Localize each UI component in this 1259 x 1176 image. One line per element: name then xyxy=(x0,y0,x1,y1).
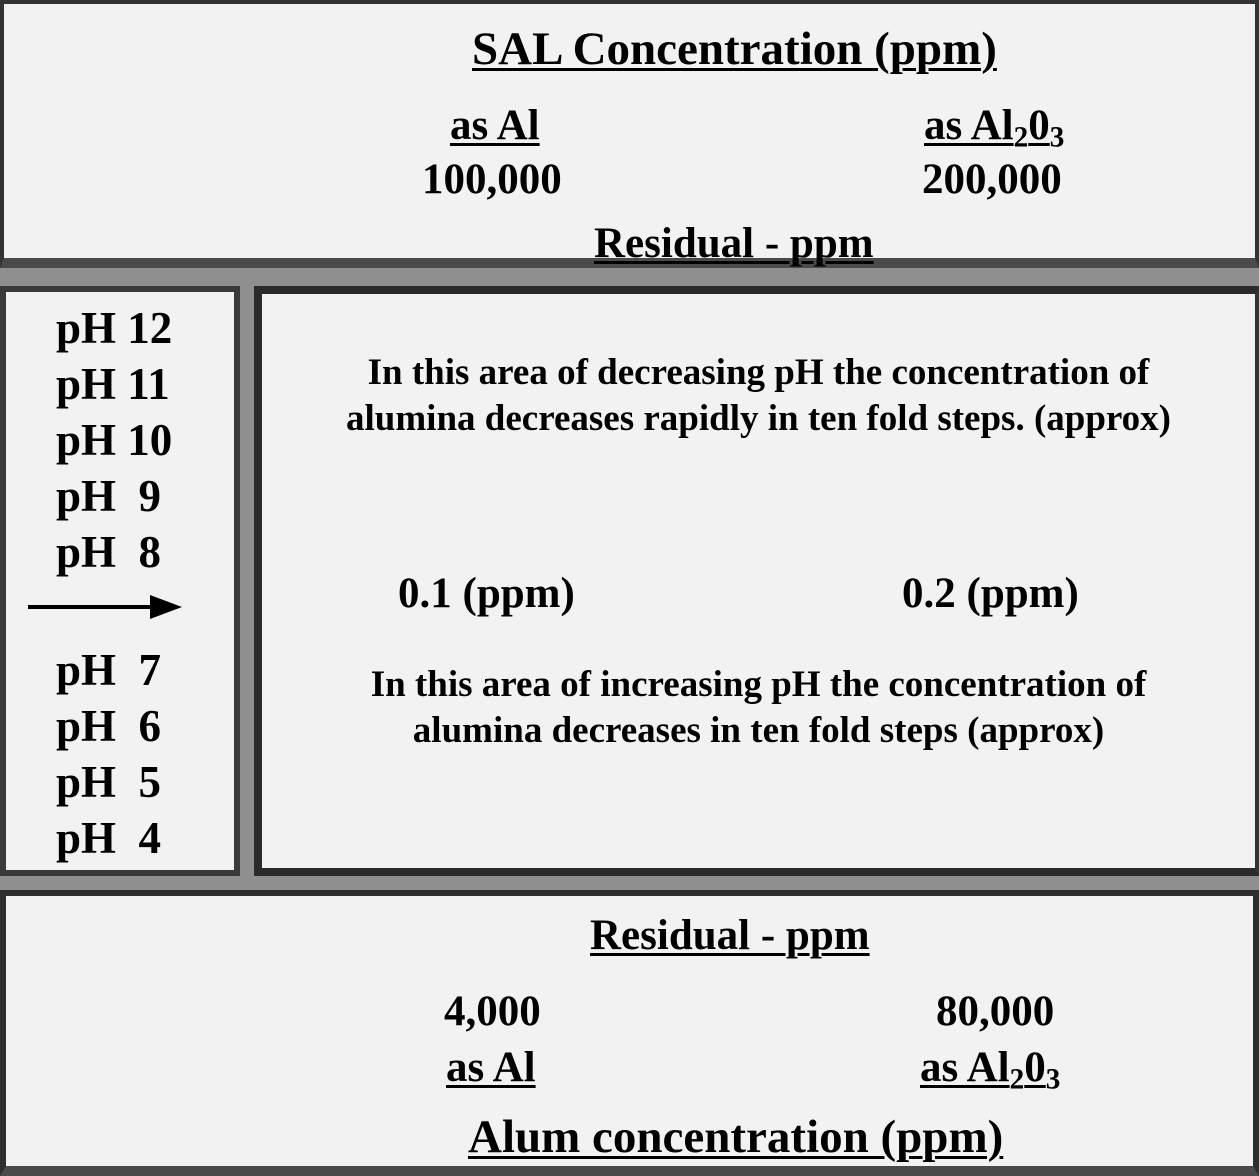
ph-label: pH 11 xyxy=(56,359,170,409)
decreasing-ph-line-1: In this area of decreasing pH the concentration of xyxy=(367,352,1150,393)
increasing-ph-line-1: In this area of increasing pH the concentration of xyxy=(370,664,1147,705)
right-arrow-icon xyxy=(26,594,186,620)
ph-scale-panel xyxy=(0,286,240,876)
sal-concentration-panel xyxy=(0,0,1259,268)
ph-label: pH 5 xyxy=(56,757,162,807)
ph-upper-list xyxy=(56,300,172,580)
decreasing-ph-description xyxy=(262,350,1255,442)
top-residual-label: Residual - ppm xyxy=(594,220,874,267)
ph-label: pH 9 xyxy=(56,471,162,521)
alum-al2o3-value: 80,000 xyxy=(936,988,1055,1035)
ph-lower-list xyxy=(56,642,161,866)
sal-al2o3-value: 200,000 xyxy=(922,156,1062,203)
sal-al-value: 100,000 xyxy=(422,156,562,203)
residual-description-panel xyxy=(254,286,1259,876)
alum-as-al2o3-label: as $Al_20_3$ xyxy=(920,1044,1061,1096)
decreasing-ph-line-2: alumina decreases rapidly in ten fold steps. (approx) xyxy=(345,398,1172,439)
sal-concentration-title: SAL Concentration (ppm) xyxy=(472,23,997,75)
sal-as-al2o3-label: as $Al_20_3$ xyxy=(924,102,1065,154)
alum-al-value: 4,000 xyxy=(444,988,541,1035)
residual-al2o3-value: 0.2 (ppm) xyxy=(902,570,1079,617)
ph-label: pH 7 xyxy=(56,645,162,695)
ph-label: pH 4 xyxy=(56,813,162,863)
alum-concentration-panel xyxy=(0,890,1259,1176)
bottom-residual-label: Residual - ppm xyxy=(590,912,870,959)
residual-al-value: 0.1 (ppm) xyxy=(398,570,575,617)
ph-label: pH 12 xyxy=(56,303,173,353)
alum-as-al-label: as Al xyxy=(446,1044,536,1091)
ph-label: pH 6 xyxy=(56,701,162,751)
ph-label: pH 10 xyxy=(56,415,173,465)
increasing-ph-description xyxy=(262,662,1255,754)
sal-as-al-label: as Al xyxy=(450,102,540,149)
alum-concentration-title: Alum concentration (ppm) xyxy=(468,1111,1004,1163)
ph-label: pH 8 xyxy=(56,527,162,577)
increasing-ph-line-2: alumina decreases in ten fold steps (approx) xyxy=(412,710,1105,751)
